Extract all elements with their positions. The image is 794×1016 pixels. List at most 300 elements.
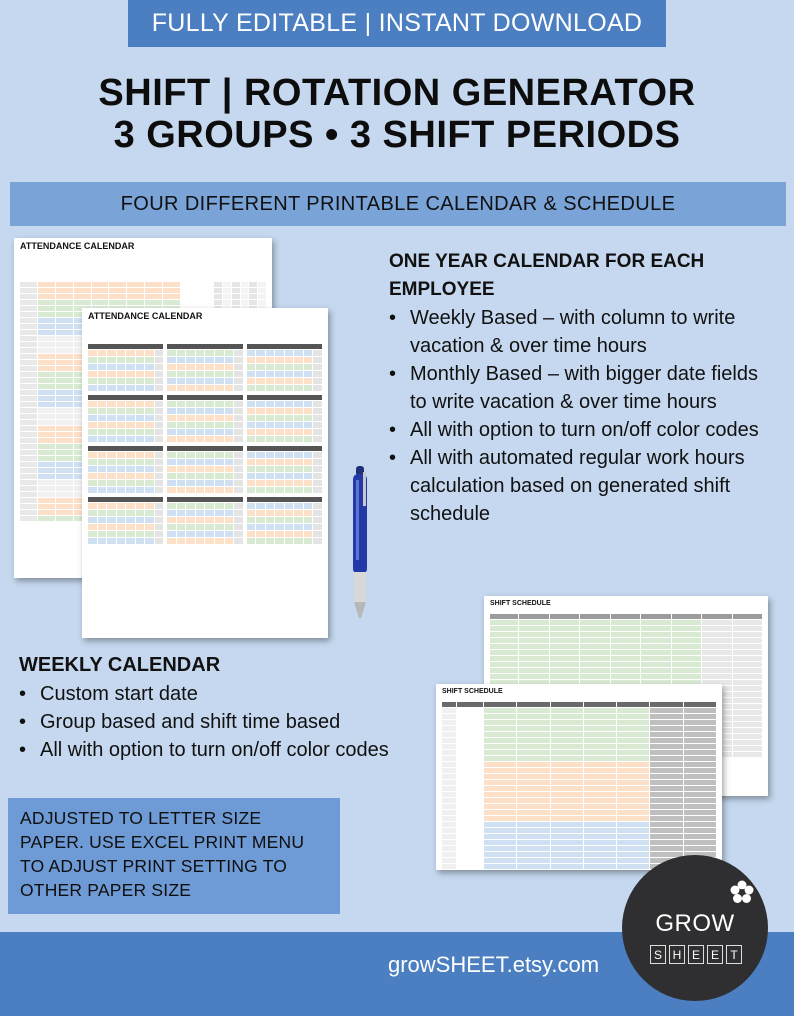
day-cell (313, 357, 322, 363)
month-block (167, 497, 242, 544)
grid-cell (584, 708, 616, 713)
attendance-calendar-title: ATTENDANCE CALENDAR (20, 241, 135, 251)
grid-cell (517, 786, 549, 791)
grid-cell (457, 774, 483, 779)
day-cell (275, 371, 284, 377)
grid-cell (38, 390, 55, 395)
day-cell (234, 473, 243, 479)
day-cell (145, 401, 154, 407)
grid-cell (145, 288, 162, 293)
grid-cell (584, 828, 616, 833)
day-cell (88, 415, 97, 421)
day-cell (177, 408, 186, 414)
day-cell (145, 429, 154, 435)
day-cell (285, 510, 294, 516)
grid-cell (733, 692, 763, 697)
day-cell (205, 415, 214, 421)
day-cell (88, 378, 97, 384)
grid-cell (650, 840, 682, 845)
grid-cell (56, 282, 73, 287)
grid-cell (56, 444, 73, 449)
day-cell (304, 459, 313, 465)
grid-cell (232, 288, 240, 293)
day-cell (234, 452, 243, 458)
day-cell (88, 422, 97, 428)
grid-cell (457, 834, 483, 839)
top-banner: FULLY EDITABLE | INSTANT DOWNLOAD (128, 0, 666, 47)
day-cell (126, 408, 135, 414)
day-cell (304, 524, 313, 530)
sub-banner: FOUR DIFFERENT PRINTABLE CALENDAR & SCHEDULE (10, 182, 786, 226)
grid-cell (56, 420, 73, 425)
day-cell (266, 459, 275, 465)
day-cell (275, 401, 284, 407)
grid-cell (109, 294, 126, 299)
day-cell (196, 364, 205, 370)
grid-cell (20, 354, 37, 359)
day-cell (215, 487, 224, 493)
day-cell (126, 487, 135, 493)
day-cell (275, 538, 284, 544)
day-cell (145, 452, 154, 458)
day-cell (225, 480, 234, 486)
grid-cell (484, 744, 516, 749)
grid-cell (38, 336, 55, 341)
day-cell (225, 503, 234, 509)
day-cell (117, 364, 126, 370)
day-cell (126, 385, 135, 391)
day-cell (256, 371, 265, 377)
day-cell (117, 401, 126, 407)
grid-cell (517, 840, 549, 845)
grid-cell (517, 846, 549, 851)
grid-cell (584, 846, 616, 851)
grid-cell (442, 762, 456, 767)
day-cell (177, 429, 186, 435)
day-cell (98, 429, 107, 435)
day-cell (234, 538, 243, 544)
grid-cell (457, 846, 483, 851)
day-cell (145, 371, 154, 377)
day-cell (205, 371, 214, 377)
grid-cell (20, 474, 37, 479)
grid-cell (650, 744, 682, 749)
grid-cell (650, 750, 682, 755)
day-cell (88, 538, 97, 544)
grid-cell (457, 768, 483, 773)
grid-cell (490, 674, 518, 679)
day-cell (256, 524, 265, 530)
day-cell (205, 473, 214, 479)
grid-cell (163, 282, 180, 287)
grid-cell (457, 738, 483, 743)
day-cell (215, 371, 224, 377)
day-cell (225, 408, 234, 414)
month-block (167, 395, 242, 442)
day-cell (215, 524, 224, 530)
day-cell (205, 487, 214, 493)
grid-cell (684, 798, 716, 803)
grid-cell (551, 720, 583, 725)
grid-cell (702, 656, 732, 661)
grid-cell (517, 804, 549, 809)
grid-cell (517, 816, 549, 821)
day-cell (126, 415, 135, 421)
day-cell (145, 503, 154, 509)
day-cell (155, 531, 164, 537)
grid-cell (258, 282, 266, 287)
grid-cell (484, 846, 516, 851)
grid-cell (442, 720, 456, 725)
day-cell (285, 371, 294, 377)
grid-cell (684, 744, 716, 749)
month-block (247, 395, 322, 442)
day-cell (136, 415, 145, 421)
grid-cell (20, 372, 37, 377)
day-cell (155, 378, 164, 384)
day-cell (88, 517, 97, 523)
day-cell (155, 357, 164, 363)
day-cell (234, 364, 243, 370)
grid-cell (611, 668, 641, 673)
grid-cell (551, 828, 583, 833)
grid-cell (617, 768, 649, 773)
day-cell (98, 401, 107, 407)
grid-cell (249, 288, 257, 293)
grid-cell (20, 426, 37, 431)
day-cell (126, 480, 135, 486)
grid-cell (490, 650, 518, 655)
grid-cell (550, 632, 580, 637)
grid-cell (484, 798, 516, 803)
grid-cell (56, 330, 73, 335)
grid-cell (214, 300, 222, 305)
day-cell (266, 517, 275, 523)
grid-cell (672, 614, 702, 619)
day-cell (266, 436, 275, 442)
day-cell (117, 371, 126, 377)
grid-cell (672, 644, 702, 649)
day-cell (136, 459, 145, 465)
day-cell (313, 510, 322, 516)
day-cell (247, 503, 256, 509)
grid-cell (56, 294, 73, 299)
day-cell (107, 531, 116, 537)
day-cell (98, 408, 107, 414)
day-cell (256, 357, 265, 363)
grid-cell (684, 780, 716, 785)
day-cell (155, 364, 164, 370)
grid-cell (442, 810, 456, 815)
grid-cell (550, 620, 580, 625)
grid-cell (641, 644, 671, 649)
day-cell (155, 459, 164, 465)
grid-cell (442, 858, 456, 863)
day-cell (196, 531, 205, 537)
grid-cell (580, 662, 610, 667)
day-cell (196, 408, 205, 414)
day-cell (186, 503, 195, 509)
grid-cell (650, 714, 682, 719)
day-cell (294, 436, 303, 442)
day-cell (247, 466, 256, 472)
day-cell (196, 480, 205, 486)
grid-cell (20, 336, 37, 341)
feature-item: • All with option to turn on/off color codes (19, 736, 439, 764)
grid-cell (611, 632, 641, 637)
day-cell (167, 350, 176, 356)
month-header (247, 344, 322, 349)
grid-cell (617, 846, 649, 851)
grid-cell (617, 852, 649, 857)
day-cell (98, 350, 107, 356)
grid-cell (551, 780, 583, 785)
day-cell (247, 487, 256, 493)
day-cell (126, 357, 135, 363)
grid-cell (550, 656, 580, 661)
day-cell (285, 408, 294, 414)
day-cell (117, 503, 126, 509)
grid-cell (484, 858, 516, 863)
grid-cell (650, 810, 682, 815)
day-cell (215, 510, 224, 516)
grid-cell (484, 732, 516, 737)
grid-cell (38, 384, 55, 389)
day-cell (215, 364, 224, 370)
day-cell (313, 538, 322, 544)
monthly-calendar-grid (88, 344, 322, 544)
grid-cell (519, 656, 549, 661)
grid-cell (684, 828, 716, 833)
day-cell (145, 531, 154, 537)
day-cell (155, 517, 164, 523)
grid-cell (684, 768, 716, 773)
grid-cell (249, 300, 257, 305)
grid-cell (442, 828, 456, 833)
grid-cell (56, 504, 73, 509)
grid-cell (457, 864, 483, 869)
day-cell (167, 538, 176, 544)
grid-cell (702, 668, 732, 673)
day-cell (145, 480, 154, 486)
day-cell (275, 480, 284, 486)
day-cell (234, 480, 243, 486)
grid-cell (684, 714, 716, 719)
grid-cell (457, 762, 483, 767)
grid-cell (484, 834, 516, 839)
day-cell (256, 503, 265, 509)
grid-cell (484, 822, 516, 827)
grid-cell (56, 492, 73, 497)
grid-cell (56, 450, 73, 455)
grid-cell (442, 708, 456, 713)
day-cell (205, 385, 214, 391)
day-cell (107, 401, 116, 407)
day-cell (256, 401, 265, 407)
day-cell (98, 538, 107, 544)
grid-cell (38, 366, 55, 371)
day-cell (294, 466, 303, 472)
day-cell (205, 510, 214, 516)
month-header (247, 446, 322, 451)
grid-cell (20, 408, 37, 413)
day-cell (117, 473, 126, 479)
day-cell (136, 452, 145, 458)
grid-cell (551, 804, 583, 809)
grid-cell (684, 702, 716, 707)
grid-cell (92, 282, 109, 287)
day-cell (275, 408, 284, 414)
grid-cell (457, 804, 483, 809)
day-cell (294, 371, 303, 377)
grid-cell (127, 294, 144, 299)
grid-cell (457, 816, 483, 821)
grid-cell (517, 864, 549, 869)
day-cell (275, 524, 284, 530)
weekly-calendar-features (19, 680, 439, 764)
day-cell (98, 452, 107, 458)
grid-cell (56, 342, 73, 347)
grid-cell (650, 774, 682, 779)
grid-cell (641, 638, 671, 643)
grid-cell (519, 614, 549, 619)
day-cell (88, 452, 97, 458)
grid-cell (38, 486, 55, 491)
grid-cell (56, 456, 73, 461)
day-cell (247, 429, 256, 435)
grid-cell (684, 816, 716, 821)
day-cell (215, 531, 224, 537)
weekly-calendar-heading: WEEKLY CALENDAR (19, 654, 221, 676)
grid-cell (584, 732, 616, 737)
day-cell (313, 364, 322, 370)
day-cell (225, 466, 234, 472)
day-cell (186, 357, 195, 363)
day-cell (145, 350, 154, 356)
day-cell (304, 357, 313, 363)
day-cell (215, 408, 224, 414)
day-cell (304, 429, 313, 435)
day-cell (145, 357, 154, 363)
day-cell (88, 371, 97, 377)
day-cell (186, 371, 195, 377)
logo-letter: H (669, 945, 685, 964)
grid-cell (38, 408, 55, 413)
day-cell (275, 422, 284, 428)
grid-cell (109, 282, 126, 287)
day-cell (256, 510, 265, 516)
grid-cell (650, 768, 682, 773)
grid-cell (484, 720, 516, 725)
grid-cell (38, 426, 55, 431)
grid-cell (38, 294, 55, 299)
day-cell (136, 401, 145, 407)
grid-cell (611, 620, 641, 625)
day-cell (88, 429, 97, 435)
grid-cell (684, 774, 716, 779)
month-block (88, 446, 163, 493)
grid-cell (733, 680, 763, 685)
month-header (167, 497, 242, 502)
day-cell (256, 459, 265, 465)
grid-cell (38, 360, 55, 365)
day-cell (313, 473, 322, 479)
grid-cell (56, 378, 73, 383)
day-cell (196, 378, 205, 384)
grid-cell (484, 792, 516, 797)
grid-cell (584, 714, 616, 719)
day-cell (256, 350, 265, 356)
day-cell (256, 473, 265, 479)
day-cell (186, 415, 195, 421)
day-cell (167, 357, 176, 363)
day-cell (304, 371, 313, 377)
grid-cell (702, 644, 732, 649)
day-cell (177, 480, 186, 486)
grid-cell (702, 626, 732, 631)
month-header (167, 395, 242, 400)
grid-cell (56, 348, 73, 353)
grid-cell (650, 834, 682, 839)
grid-cell (551, 864, 583, 869)
attendance-calendar-front-title: ATTENDANCE CALENDAR (88, 311, 203, 321)
day-cell (304, 364, 313, 370)
day-cell (98, 503, 107, 509)
day-cell (126, 531, 135, 537)
grid-cell (611, 662, 641, 667)
day-cell (196, 357, 205, 363)
day-cell (205, 459, 214, 465)
month-header (247, 395, 322, 400)
day-cell (275, 487, 284, 493)
grid-cell (38, 288, 55, 293)
grid-cell (617, 828, 649, 833)
month-header (167, 446, 242, 451)
grid-cell (56, 474, 73, 479)
day-cell (225, 378, 234, 384)
grid-cell (650, 822, 682, 827)
day-cell (313, 408, 322, 414)
day-cell (205, 429, 214, 435)
day-cell (256, 364, 265, 370)
day-cell (234, 378, 243, 384)
day-cell (285, 524, 294, 530)
day-cell (234, 350, 243, 356)
grid-cell (20, 456, 37, 461)
grid-cell (672, 650, 702, 655)
grid-cell (584, 780, 616, 785)
day-cell (266, 480, 275, 486)
grid-cell (214, 294, 222, 299)
grid-cell (38, 468, 55, 473)
day-cell (247, 415, 256, 421)
month-header (167, 344, 242, 349)
day-cell (177, 401, 186, 407)
grid-cell (457, 702, 483, 707)
grid-cell (56, 432, 73, 437)
grid-cell (442, 702, 456, 707)
title-line-2: 3 GROUPS • 3 SHIFT PERIODS (113, 114, 681, 156)
day-cell (136, 350, 145, 356)
day-cell (136, 385, 145, 391)
day-cell (285, 480, 294, 486)
grid-cell (519, 674, 549, 679)
day-cell (234, 401, 243, 407)
shop-url-link[interactable]: growSHEET.etsy.com (388, 952, 600, 977)
day-cell (247, 371, 256, 377)
day-cell (266, 364, 275, 370)
grid-cell (20, 324, 37, 329)
